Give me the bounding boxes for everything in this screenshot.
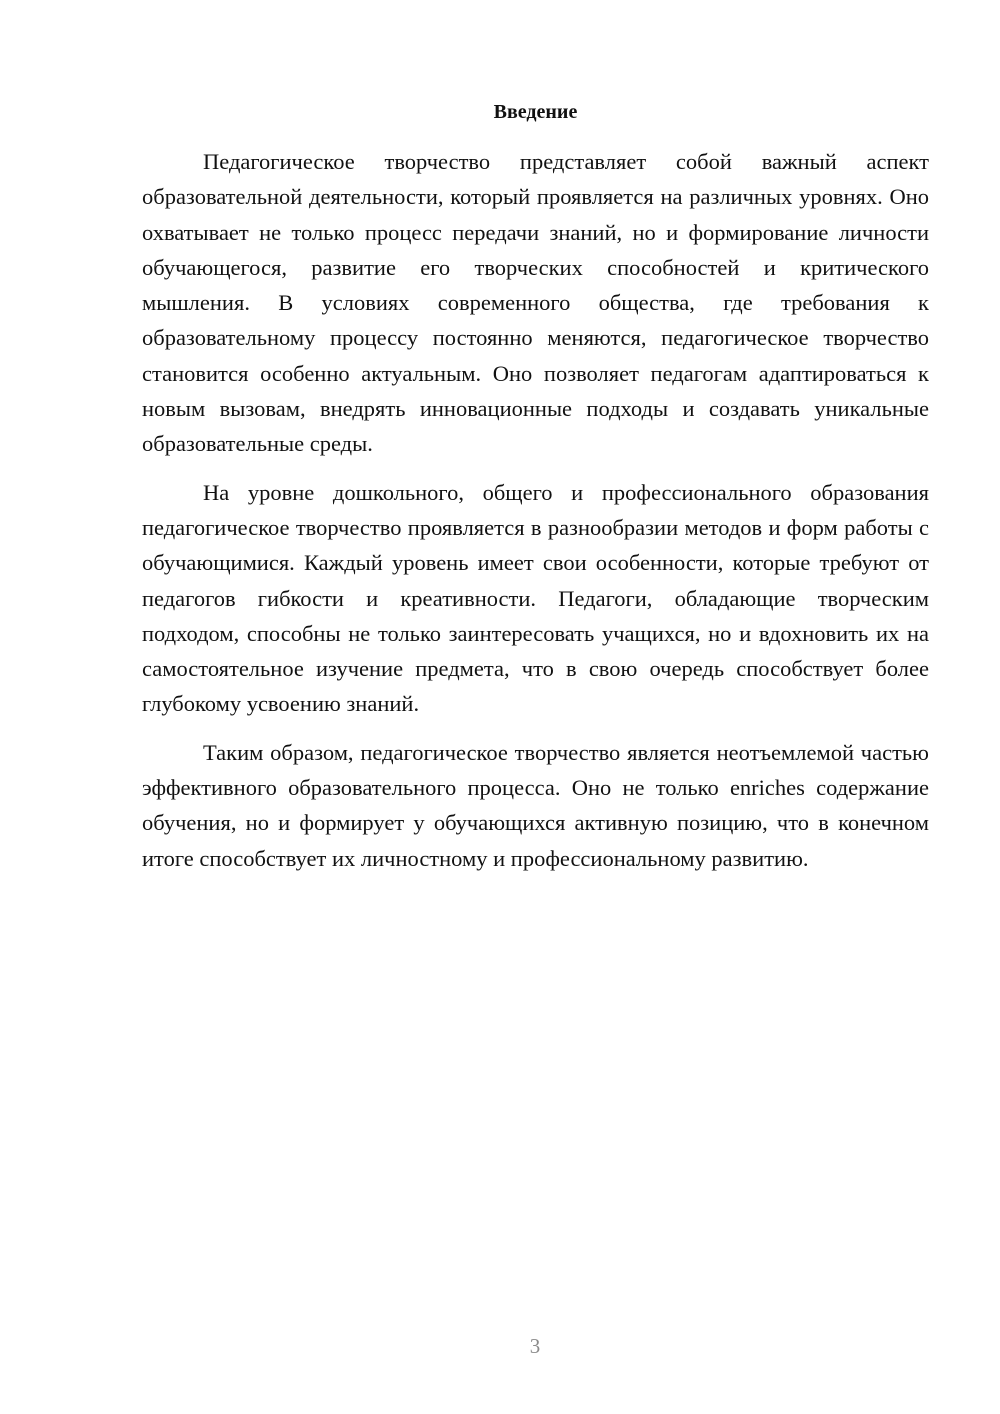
page-heading: Введение bbox=[493, 101, 578, 123]
paragraph-3: Таким образом, педагогическое творчество является неотъемлемой частью эффективного образовательного процесса. Оно не только enriches содержание обучения, но и формирует у обучающихся активную позицию, что в конечном итоге способствует их личностному и профессиональному развитию. bbox=[142, 739, 929, 871]
body-text bbox=[142, 144, 929, 876]
paragraph-1: Педагогическое творчество представляет собой важный аспект образовательной деятельности, который проявляется на различных уровнях. Оно охватывает не только процесс передачи знаний, но и формирование личности обучающегося, развитие его творческих способностей и критического мышления. В условиях современного общества, где требования к образовательному процессу постоянно меняются, педагогическое творчество становится особенно актуальным. Оно позволяет педагогам адаптироваться к новым вызовам, внедрять инновационные подходы и создавать уникальные образовательные среды. bbox=[142, 149, 929, 457]
paragraph-2: На уровне дошкольного, общего и профессионального образования педагогическое творчество проявляется в разнообразии методов и форм работы с обучающимися. Каждый уровень имеет свои особенности, которые требуют от педагогов гибкости и креативности. Педагоги, обладающие творческим подходом, способны не только заинтересовать учащихся, но и вдохновить их на самостоятельное изучение предмета, что в свою очередь способствует более глубокому усвоению знаний. bbox=[142, 479, 929, 717]
page-number: 3 bbox=[529, 1334, 541, 1358]
